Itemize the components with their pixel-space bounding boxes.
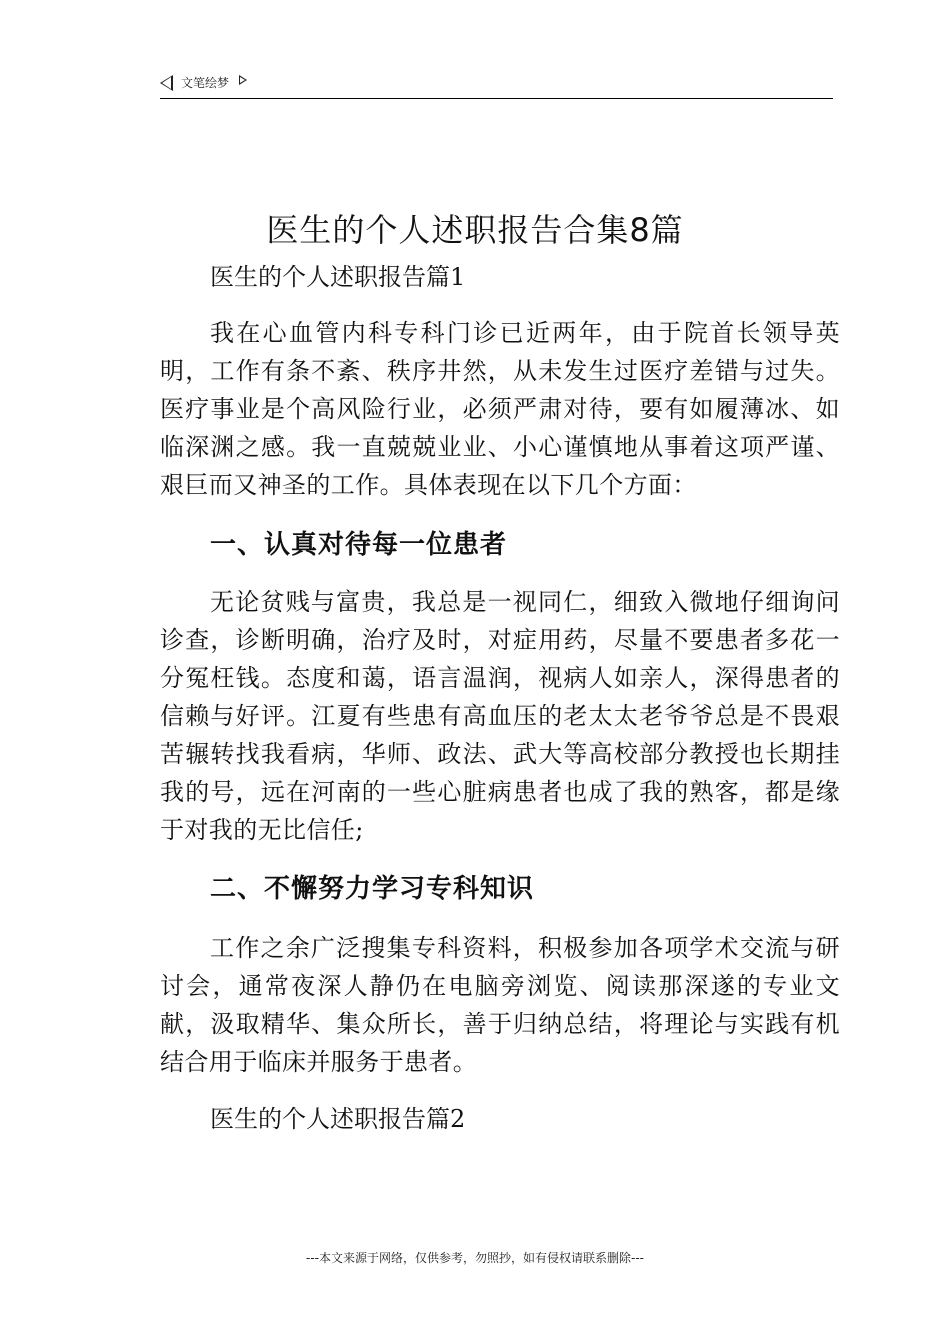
section-heading-2: 二、不懈努力学习专科知识 bbox=[210, 874, 535, 904]
document-title: 医生的个人述职报告合集8篇 bbox=[266, 211, 684, 249]
page-header bbox=[160, 72, 833, 99]
right-triangle-icon bbox=[239, 75, 247, 85]
section-subtitle-1: 医生的个人述职报告篇1 bbox=[210, 263, 466, 291]
footer-notice: ---本文来源于网络，仅供参考，勿照抄，如有侵权请联系删除--- bbox=[306, 1251, 644, 1265]
header-brand bbox=[160, 74, 247, 91]
section-heading-1: 一、认真对待每一位患者 bbox=[210, 530, 508, 560]
header-brand-text: 文笔绘梦 bbox=[181, 76, 230, 90]
intro-paragraph: 我在心血管内科专科门诊已近两年，由于院首长领导英明，工作有条不紊、秩序井然，从未发生过医疗差错与过失。医疗事业是个高风险行业，必须严肃对待，要有如履薄冰、如临深渊之感。我一直兢兢业业、小心谨慎地从事着这项严谨、艰巨而又神圣的工作。具体表现在以下几个方面： bbox=[160, 319, 840, 499]
paragraph-1: 无论贫贱与富贵，我总是一视同仁，细致入微地仔细询问诊查，诊断明确，治疗及时，对症用药，尽量不要患者多花一分冤枉钱。态度和蔼，语言温润，视病人如亲人，深得患者的信赖与好评。江夏有些患有高血压的老太太老爷爷总是不畏艰苦辗转找我看病，华师、政法、武大等高校部分教授也长期挂我的号，远在河南的一些心脏病患者也成了我的熟客，都是缘于对我的无比信任; bbox=[160, 588, 840, 844]
paragraph-2: 工作之余广泛搜集专科资料，积极参加各项学术交流与研讨会，通常夜深人静仍在电脑旁浏览、阅读那深遂的专业文献，汲取精华、集众所长，善于归纳总结，将理论与实践有机结合用于临床并服务于患者。 bbox=[160, 934, 840, 1076]
left-triangle-icon bbox=[160, 75, 173, 91]
section-subtitle-2: 医生的个人述职报告篇2 bbox=[210, 1105, 466, 1133]
